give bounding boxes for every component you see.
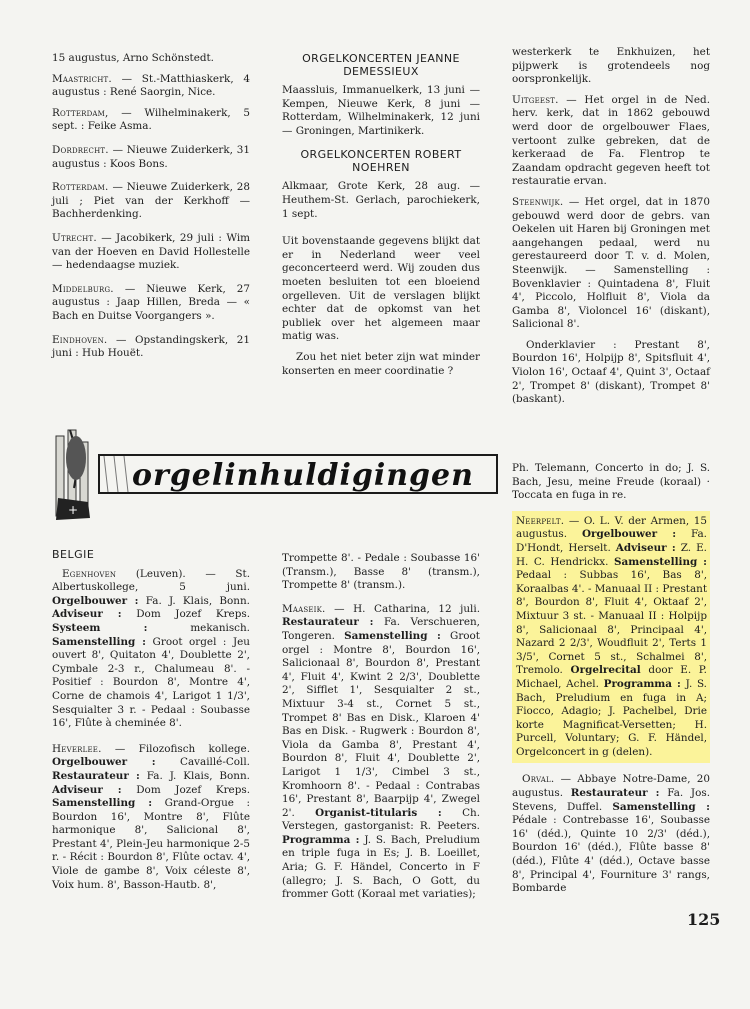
paragraph: Ph. Telemann, Concerto in do; J. S. Bach, Jesu, meine Freude (koraal) · Toccata en fuga in re. bbox=[512, 462, 710, 502]
text: Fa. D'Hondt, Herselt. bbox=[516, 528, 707, 554]
column-2-bottom bbox=[282, 552, 480, 909]
column-1-top bbox=[52, 52, 250, 368]
label: Programma : bbox=[282, 833, 360, 846]
text: J. S. Bach, Preludium en fuga in A; Fiocco, Adagio; J. Pachelbel, Drie korte Magnificat-Versetten; H. Purcell, Voluntary; G. F. Händel, Orgelconcert in g (delen). bbox=[516, 677, 707, 758]
paragraph: Uit bovenstaande gegevens blijkt dat er in Nederland weer veel geconcerteerd werd. Wij zouden dus moeten besluiten tot een bloeiend orgelleven. Uit de verslagen blijkt echter dat de opkomst van het publiek over het algemeen maar matig was. bbox=[282, 235, 480, 343]
paragraph-text: — Wilhelminakerk, 5 sept. : Feike Asma. bbox=[52, 106, 250, 133]
text: — H. Catharina, 12 juli. bbox=[325, 602, 480, 615]
text: — Abbaye Notre-Dame, 20 augustus. bbox=[512, 773, 710, 800]
text: Fa. Jos. Stevens, Duffel. bbox=[512, 787, 710, 813]
text: mekanisch. bbox=[147, 621, 250, 634]
text: Grand-Orgue : Bourdon 16', Montre 8', Flûte harmonique 8', Salicional 8', Prestant 4', Plein-Jeu harmonique 2-5 r. - Récit : Bourdon 8', Flûte octav. 4', Viole de gambe 8', Voix céleste 8', Voix hum. 8', Basson-Hautb. 8', bbox=[52, 797, 250, 891]
paragraph bbox=[52, 334, 250, 361]
text: Dom Jozef Kreps. bbox=[121, 783, 250, 796]
paragraph bbox=[52, 283, 250, 324]
label: Adviseur : bbox=[615, 541, 676, 554]
city-name: Orval. bbox=[522, 773, 555, 786]
text: J. S. Bach, Preludium en triple fuga in Es; J. B. Loeillet, Aria; G. F. Händel, Concerto in F (allegro; J. S. Bach, O Gott, du frommer Gott (Koraal met variaties); bbox=[282, 833, 480, 901]
section-heading: ORGELKONCERTEN ROBERT NOEHREN bbox=[300, 148, 462, 175]
city-name: Eindhoven. bbox=[52, 333, 108, 346]
label: Orgelbouwer : bbox=[581, 528, 677, 541]
paragraph bbox=[52, 52, 250, 66]
paragraph-text: — Het orgel, dat in 1870 gebouwd werd door de gebrs. van Oekelen uit Haren bij Groningen met aangehangen pedaal, werd nu gerestaureerd door T. v. d. Molen, Steenwijk. — Samenstelling : Bovenklavier : Quintadena 8', Fluit 4', Piccolo, Holfluit 8', Viola da Gamba 8', Violoncel 16' (diskant), Salicional 8'. bbox=[512, 195, 710, 331]
city-name: Rotterdam. bbox=[52, 181, 109, 194]
paragraph bbox=[52, 107, 250, 134]
label: Restaurateur : bbox=[570, 787, 660, 800]
section-banner bbox=[48, 428, 498, 528]
text: Pedaal : Subbas 16', Bas 8', Koraalbas 4'. - Manuaal II : Prestant 8', Bourdon 8', Fluit 4', Oktaaf 2', Mixtuur 3 st. - Manuaal II : Holpijp 8', Salicionaal 8', Principaal 4', Nazard 2 2/3', Woudfluit 2', Terts 1 3/5', Cornet 5 st., Schalmei 8', Tremolo. bbox=[516, 569, 708, 677]
city-name: Egenhoven bbox=[62, 567, 117, 580]
label: Samenstelling : bbox=[344, 629, 441, 642]
label: Adviseur : bbox=[52, 783, 122, 796]
column-1-bottom bbox=[52, 548, 250, 899]
paragraph bbox=[512, 773, 710, 895]
label: Orgelrecital bbox=[570, 664, 641, 677]
city-name: Heverlee. bbox=[52, 742, 102, 755]
city-name: Neerpelt. bbox=[516, 514, 565, 527]
paragraph bbox=[52, 144, 250, 171]
label: Organist-titularis : bbox=[315, 806, 442, 819]
city-name: Utrecht. bbox=[52, 231, 97, 244]
city-name: Steenwijk. bbox=[512, 195, 564, 208]
paragraph bbox=[52, 568, 250, 731]
city-name: Rotterdam, bbox=[52, 106, 109, 119]
paragraph-text: — Jacobikerk, 29 juli : Wim van der Hoeven en David Hollestelle — hedendaagse muziek. bbox=[52, 231, 250, 272]
text: (Leuven). — St. Albertuskollege, 5 juni. bbox=[52, 567, 250, 594]
city-name: Middelburg. bbox=[52, 282, 114, 295]
text: Fa. J. Klais, Bonn. bbox=[139, 769, 250, 782]
paragraph bbox=[512, 94, 710, 189]
label: Orgelbouwer : bbox=[52, 756, 156, 769]
paragraph: Zou het niet beter zijn wat minder konserten en meer coordinatie ? bbox=[282, 350, 480, 377]
text: Groot orgel : Jeu ouvert 8', Quitaton 4', Doublette 2', Cymbale 2-3 r., Chalumeau 8'. - Positief : Bourdon 8', Montre 4', Corne de chamois 4', Larigot 1 1/3', Sesquialter 3 r. - Pedaal : Soubasse 16', Flûte à cheminée 8'. bbox=[52, 635, 250, 730]
label: Samenstelling : bbox=[52, 635, 147, 648]
label: Systeem : bbox=[52, 621, 148, 634]
column-3-bottom bbox=[512, 462, 710, 903]
paragraph-text: — Nieuwe Zuiderkerk, 31 augustus : Koos Bons. bbox=[52, 143, 250, 170]
paragraph bbox=[512, 196, 710, 332]
paragraph: Alkmaar, Grote Kerk, 28 aug. — Heuthem-St. Gerlach, parochiekerk, 1 sept. bbox=[282, 180, 480, 220]
country-heading: BELGIE bbox=[52, 548, 95, 561]
city-name: Maaseik. bbox=[282, 602, 326, 615]
label: Adviseur : bbox=[52, 608, 122, 621]
highlighted-paragraph bbox=[512, 511, 710, 764]
banner-title: orgelinhuldigingen bbox=[132, 458, 474, 493]
paragraph bbox=[52, 232, 250, 273]
paragraph-text: — Opstandingskerk, 21 juni : Hub Houët. bbox=[52, 333, 250, 360]
text: — O. L. V. der Armen, 15 augustus. bbox=[516, 514, 707, 541]
paragraph-text: — Nieuwe Zuiderkerk, 28 juli ; Piet van der Kerkhoff — Bachherdenking. bbox=[52, 181, 250, 221]
text: door E. P. Michael, Achel. bbox=[516, 664, 707, 690]
paragraph: westerkerk te Enkhuizen, het pijpwerk is grotendeels nog oorspronkelijk. bbox=[512, 46, 710, 86]
text: Ch. Verstegen, gastorganist: R. Peeters. bbox=[282, 806, 481, 833]
city-name: Uitgeest. bbox=[512, 93, 559, 106]
column-2-top bbox=[282, 52, 480, 385]
city-name: Dordrecht. bbox=[52, 143, 109, 156]
paragraph: Trompette 8'. - Pedale : Soubasse 16' (Transm.), Basse 8' (transm.), Trompette 8' (transm.). bbox=[282, 552, 480, 592]
column-3-top bbox=[512, 46, 710, 414]
label: Samenstelling : bbox=[612, 800, 710, 813]
text: Groot orgel : Montre 8', Bourdon 16', Salicionaal 8', Bourdon 8', Prestant 4', Fluit 4', Kwint 2 2/3', Doublette 2', Sifflet 1', Sesquialter 2 st., Mixtuur 3-4 st., Cornet 5 st., Trompet 8' Bas en Disk., Klaroen 4' Bas en Disk. - Rugwerk : Bourdon 8', Viola da Gamba 8', Prestant 4', Bourdon 8', Fluit 4', Doublette 2', Larigot 1 1/3', Cimbel 3 st., Kromhoorn 8'. - Pedaal : Contrabas 16', Prestant 8', Baarpijp 4', Zwegel 2'. bbox=[282, 629, 480, 819]
paragraph-text: 15 augustus, Arno Schönstedt. bbox=[52, 52, 214, 64]
label: Restaurateur : bbox=[52, 769, 140, 782]
paragraph bbox=[52, 181, 250, 222]
page-number: 125 bbox=[687, 910, 721, 929]
label: Samenstelling : bbox=[613, 555, 707, 568]
label: Restaurateur : bbox=[282, 616, 374, 629]
label: Programma : bbox=[603, 677, 681, 690]
paragraph: Onderklavier : Prestant 8', Bourdon 16', Holpijp 8', Spitsfluit 4', Violon 16', Octaaf 4', Quint 3', Octaaf 2', Trompet 8' (diskant), Trompet 8' (baskant). bbox=[512, 338, 710, 406]
text: Pédale : Contrebasse 16', Soubasse 16' (déd.), Quinte 10 2/3' (déd.), Bourdon 16' (déd.), Flûte basse 8' (déd.), Flûte 4' (déd.), Octave basse 8', Principal 4', Fourniture 3' rangs, Bombarde bbox=[512, 814, 710, 895]
section-heading: ORGELKONCERTEN JEANNE DEMESSIEUX bbox=[302, 52, 460, 78]
text: Fa. Verschueren, Tongeren. bbox=[282, 616, 480, 642]
paragraph-text: — St.-Matthiaskerk, 4 augustus : René Saorgin, Nice. bbox=[52, 72, 250, 99]
paragraph-text: — Nieuwe Kerk, 27 augustus : Jaap Hillen, Breda — « Bach en Duitse Voorgangers ». bbox=[52, 282, 250, 322]
label: Samenstelling : bbox=[52, 797, 153, 810]
label: Orgelbouwer : bbox=[52, 594, 139, 607]
text: Fa. J. Klais, Bonn. bbox=[138, 594, 250, 607]
svg-text:+: + bbox=[68, 503, 79, 517]
paragraph-text: — Het orgel in de Ned. herv. kerk, dat in 1862 gebouwd werd door de orgelbouwer Flaes, vertoont zulke gebreken, dat de kerkeraad de Fa. Flentrop te Zaandam opdracht gegeven heeft tot restauratie ervan. bbox=[512, 93, 710, 188]
paragraph bbox=[282, 603, 480, 902]
paragraph: Maassluis, Immanuelkerk, 13 juni — Kempen, Nieuwe Kerk, 8 juni — Rotterdam, Wilhelminakerk, 12 juni — Groningen, Martinikerk. bbox=[282, 84, 480, 137]
text: — Filozofisch kollege. bbox=[101, 742, 250, 755]
paragraph bbox=[52, 743, 250, 893]
text: Dom Jozef Kreps. bbox=[121, 608, 250, 621]
city-name: Maastricht. bbox=[52, 72, 112, 85]
paragraph bbox=[52, 73, 250, 100]
text: Z. E. H. C. Hendrickx. bbox=[516, 541, 707, 568]
text: Cavaillé-Coll. bbox=[155, 756, 250, 769]
